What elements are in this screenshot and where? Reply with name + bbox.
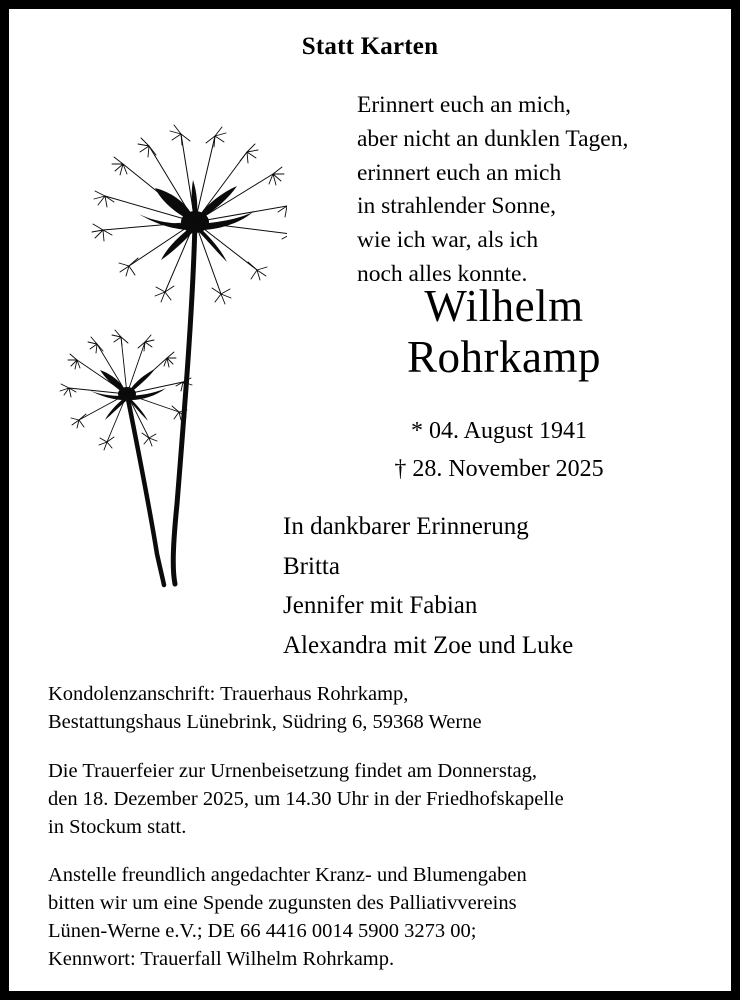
poem-line: erinnert euch an mich [357,159,562,186]
mourner-name: Jennifer mit Fabian [283,592,478,619]
death-date: † 28. November 2025 [394,455,604,482]
page-title: Statt Karten [301,33,439,60]
donation-line: Kennwort: Trauerfall Wilhelm Rohrkamp. [48,948,395,970]
poem-line: wie ich war, als ich [357,227,539,254]
poem-line: noch alles konnte. [357,261,528,288]
mourner-name: Alexandra mit Zoe und Luke [283,631,574,659]
deceased-first-name: Wilhelm [424,281,584,331]
donation-line: Anstelle freundlich angedachter Kranz- und Blumengaben [48,864,527,887]
ceremony-line: Die Trauerfeier zur Urnenbeisetzung findet am Donnerstag, [48,759,537,782]
condolence-address [48,681,713,737]
deceased-last-name: Rohrkamp [407,331,601,382]
footer-notes [48,681,713,974]
condolence-line: Kondolenzanschrift: Trauerhaus Rohrkamp, [48,683,409,705]
mourners-block [283,507,739,665]
ceremony-info [48,758,713,842]
birth-date: * 04. August 1941 [410,418,587,444]
ceremony-line: den 18. Dezember 2025, um 14.30 Uhr in der Friedhofskapelle [48,787,564,810]
donation-info [48,862,713,974]
poem-line: aber nicht an dunklen Tagen, [357,125,629,152]
mourners-intro: In dankbarer Erinnerung [283,513,529,540]
card-inner [9,9,731,991]
poem [357,89,737,292]
life-dates [259,413,739,489]
donation-line: Lünen-Werne e.V.; DE 66 4416 0014 5900 3273 00; [48,920,477,943]
donation-line: bitten wir um eine Spende zugunsten des Palliativvereins [48,892,517,915]
poem-line: Erinnert euch an mich, [357,92,572,118]
deceased-name [269,281,739,383]
dandelion-illustration [27,104,287,599]
mourner-name: Britta [283,552,340,580]
poem-line: in strahlender Sonne, [357,193,557,220]
ceremony-line: in Stockum statt. [48,815,187,838]
condolence-line: Bestattungshaus Lünebrink, Südring 6, 59368 Werne [48,710,482,733]
